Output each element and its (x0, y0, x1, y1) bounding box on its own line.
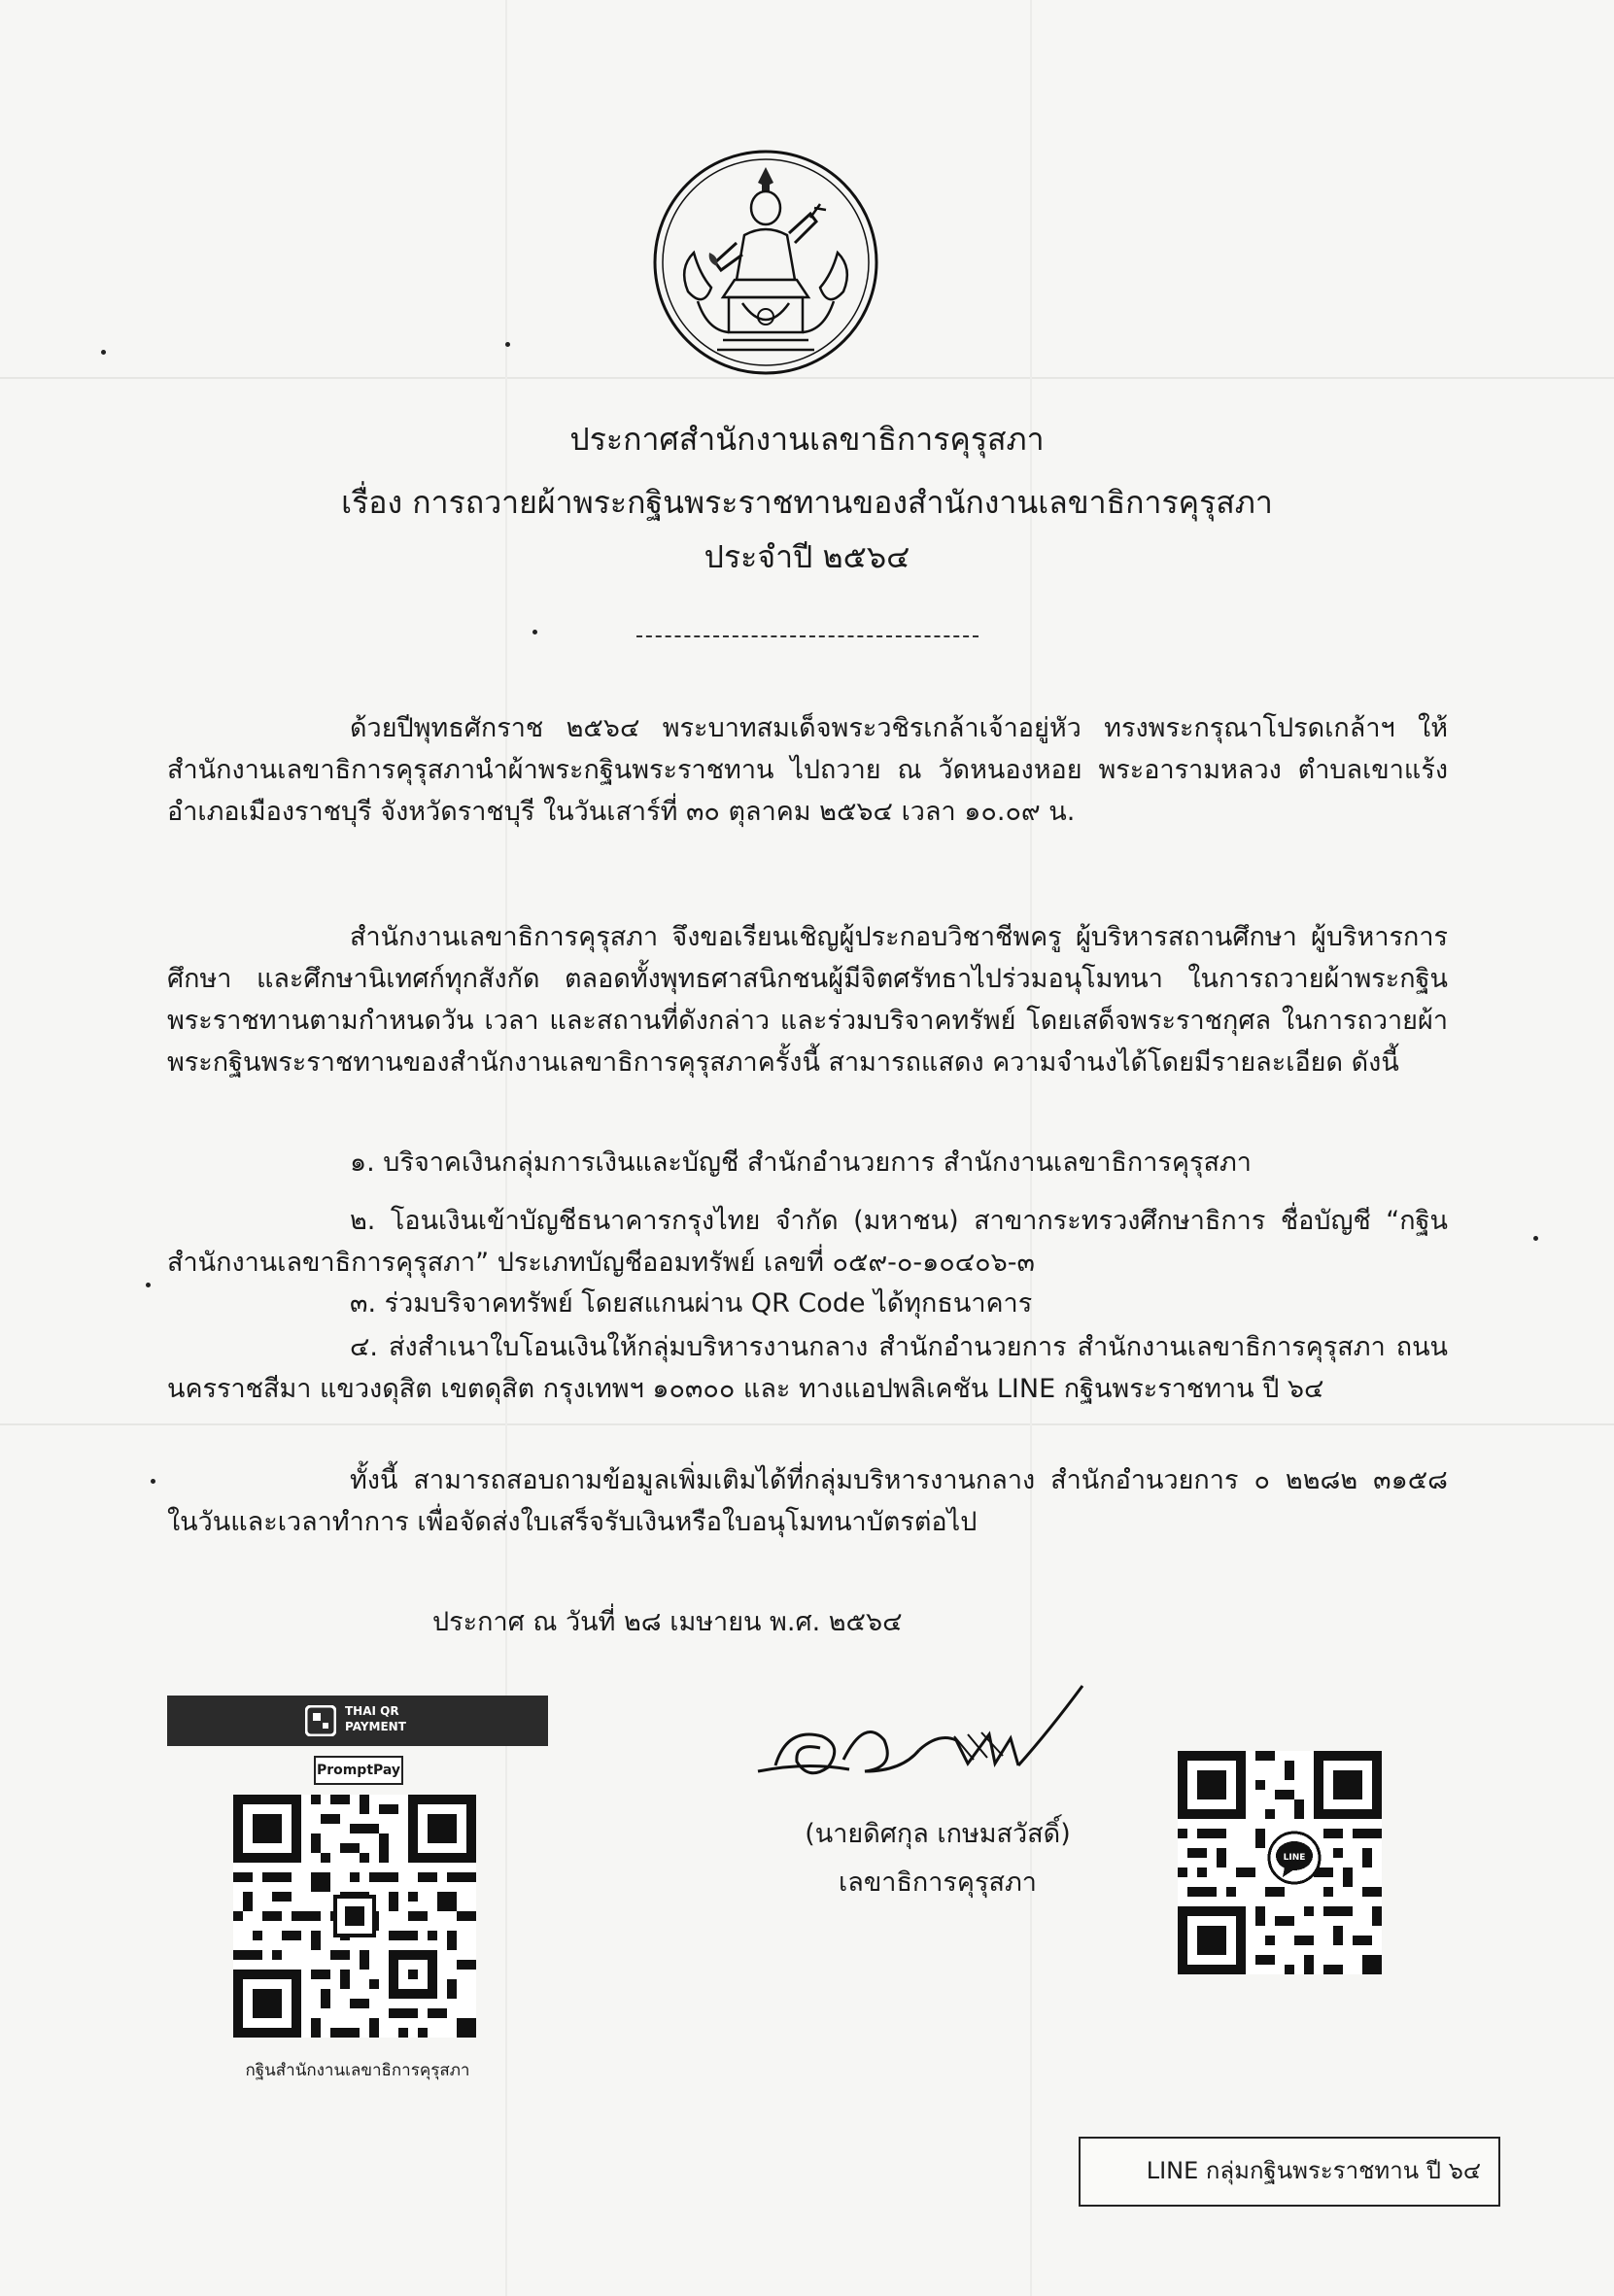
paragraph-intro (167, 707, 1448, 833)
signatory-name: (นายดิศกุล เกษมสวัสดิ์) (805, 1819, 1071, 1849)
ink-speck (151, 1479, 155, 1484)
paragraph-text: สำนักงานเลขาธิการคุรุสภา จึงขอเรียนเชิญผู้ประกอบวิชาชีพครู ผู้บริหารสถานศึกษา ผู้บริหารการศึกษา และศึกษานิเทศก์ทุกสังกัด ตลอดทั้งพุทธศาสนิกชนผู้มีจิตศรัทธาไปร่วมอนุโมทนา ในการถวายผ้าพระกฐินพระราชทานตามกำหนดวัน เวลา และสถานที่ดังกล่าว และร่วมบริจาคทรัพย์ โดยเสด็จพระราชกุศล ในการถวายผ้าพระกฐินพระราชทานของสำนักงานเลขาธิการคุรุสภาครั้งนี้ สามารถแสดง ความจำนงได้โดยมีรายละเอียด ดังนี้ (167, 922, 1448, 1078)
line-logo-icon (1269, 1833, 1320, 1883)
list-item-send-slip (167, 1326, 1448, 1410)
paragraph-text: ด้วยปีพุทธศักราช ๒๕๖๔ พระบาทสมเด็จพระวชิรเกล้าเจ้าอยู่หัว ทรงพระกรุณาโปรดเกล้าฯ ให้สำนักงานเลขาธิการคุรุสภานำผ้าพระกฐินพระราชทาน ไปถวาย ณ วัดหนองหอย พระอารามหลวง ตำบลเขาแร้ง อำเภอเมืองราชบุรี จังหวัดราชบุรี ในวันเสาร์ที่ ๓๐ ตุลาคม ๒๕๖๔ เวลา ๑๐.๐๙ น. (167, 713, 1448, 827)
announcement-title: ประกาศสำนักงานเลขาธิการคุรุสภา (569, 421, 1045, 458)
paper-fold-line (0, 1423, 1614, 1425)
ink-speck (505, 342, 510, 347)
announcement-year: ประจำปี ๒๕๖๔ (704, 538, 910, 575)
list-item-qr-donation (167, 1283, 1448, 1324)
ink-speck (146, 1283, 151, 1287)
line-group-qr-code[interactable] (1178, 1751, 1382, 1974)
ink-speck (101, 350, 106, 355)
title-divider (636, 635, 979, 637)
ink-speck (532, 630, 537, 634)
promptpay-logo: PromptPay (314, 1756, 403, 1785)
paragraph-invitation (167, 916, 1448, 1083)
qr-center-logo (335, 1897, 374, 1936)
khurusapha-seal-emblem (649, 146, 882, 379)
line-group-label-box (1079, 2137, 1500, 2207)
list-item-text: ๓. ร่วมบริจาคทรัพย์ โดยสแกนผ่าน QR Code ได้ทุกธนาคาร (350, 1288, 1033, 1319)
announcement-subject: เรื่อง การถวายผ้าพระกฐินพระราชทานของสำนักงานเลขาธิการคุรุสภา (341, 484, 1273, 521)
list-item-text: ๑. บริจาคเงินกลุ่มการเงินและบัญชี สำนักอำนวยการ สำนักงานเลขาธิการคุรุสภา (350, 1148, 1252, 1178)
banner-label: THAI QR PAYMENT (345, 1704, 406, 1733)
announcement-date: ประกาศ ณ วันที่ ๒๘ เมษายน พ.ศ. ๒๕๖๔ (432, 1607, 903, 1637)
list-item-text: ๔. ส่งสำเนาใบโอนเงินให้กลุ่มบริหารงานกลาง สำนักอำนวยการ สำนักงานเลขาธิการคุรุสภา ถนนนครราชสีมา แขวงดุสิต เขตดุสิต กรุงเทพฯ ๑๐๓๐๐ และ ทางแอปพลิเคชัน LINE กฐินพระราชทาน ปี ๖๔ (167, 1332, 1448, 1404)
line-group-label: LINE กลุ่มกฐินพระราชทาน ปี ๖๔ (1146, 2157, 1481, 2184)
line-logo-text (1284, 1853, 1306, 1863)
list-item-donate-cash (167, 1142, 1448, 1183)
signatory-position: เลขาธิการคุรุสภา (839, 1868, 1037, 1898)
thai-qr-logo-icon (305, 1705, 336, 1736)
thai-qr-payment-banner (167, 1696, 548, 1746)
paragraph-text: ทั้งนี้ สามารถสอบถามข้อมูลเพิ่มเติมได้ที่กลุ่มบริหารงานกลาง สำนักอำนวยการ ๐ ๒๒๘๒ ๓๑๕๘ ในวันและเวลาทำการ เพื่อจัดส่งใบเสร็จรับเงินหรือใบอนุโมทนาบัตรต่อไป (167, 1465, 1448, 1537)
ink-speck (1533, 1236, 1538, 1241)
donation-qr-code[interactable] (233, 1791, 476, 2041)
qr-caption: กฐินสำนักงานเลขาธิการคุรุสภา (245, 2061, 470, 2080)
handwritten-signature (748, 1678, 1098, 1795)
list-item-text: ๒. โอนเงินเข้าบัญชีธนาคารกรุงไทย จำกัด (มหาชน) สาขากระทรวงศึกษาธิการ ชื่อบัญชี “กฐินสำนักงานเลขาธิการคุรุสภา” ประเภทบัญชีออมทรัพย์ เลขที่ ๐๕๙-๐-๑๐๔๐๖-๓ (167, 1206, 1448, 1278)
list-item-bank-transfer (167, 1200, 1448, 1284)
paragraph-contact (167, 1459, 1448, 1543)
